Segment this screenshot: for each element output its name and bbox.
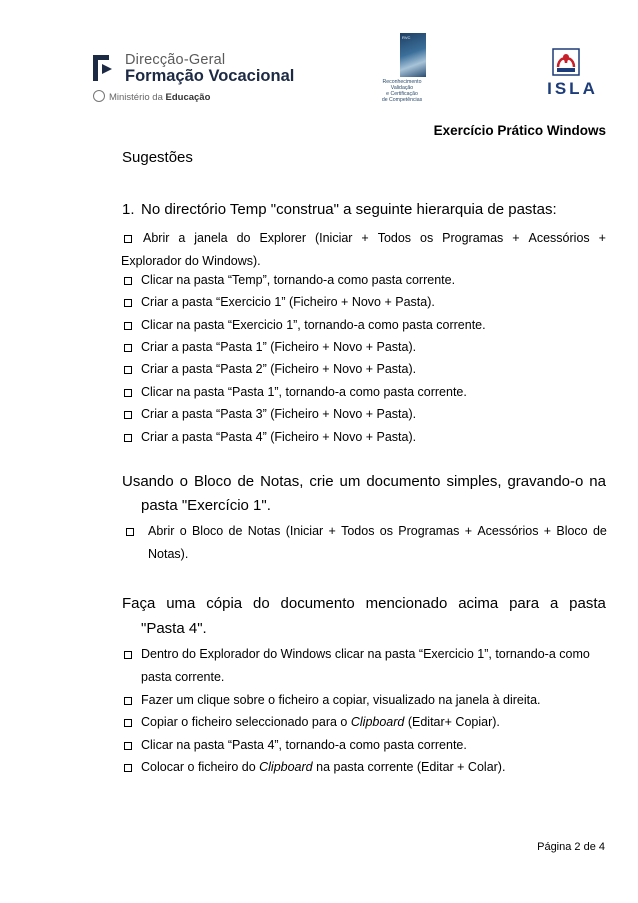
checkbox-bullet-icon [124,366,132,374]
ministry-bold: Educação [165,92,211,103]
item-text-pre: Colocar o ficheiro do [141,760,260,774]
isla-emblem-icon [550,47,582,79]
word: documento [366,473,441,490]
checkbox-bullet-icon [126,528,134,536]
word: + [361,231,369,245]
ministry-prefix: Ministério da [109,92,166,103]
word: na [589,473,606,490]
checkbox-bullet-icon [124,764,132,772]
word: Notas, [260,473,304,490]
word: pasta [569,595,606,612]
list-item-line2: Notas). [148,547,189,561]
word: de [228,524,243,538]
list-item [141,756,505,779]
word: gravando-o [507,473,584,490]
list-item-line1 [148,520,607,543]
word: (Iniciar [285,524,324,538]
word: Faça [122,595,156,612]
item-text-emphasis: Clipboard [259,760,313,774]
list-item-line2: pasta corrente. [141,670,225,684]
checkbox-bullet-icon [124,411,132,419]
word: o [179,524,187,538]
word: (Iniciar [314,231,353,245]
dgfv-mark-icon [93,55,115,81]
checkbox-bullet-icon [124,277,132,285]
word: Abrir [148,524,175,538]
checkbox-bullet-icon [124,322,132,330]
word: Bloco [556,524,588,538]
page-number: Página 2 de 4 [537,841,605,853]
checkbox-bullet-icon [124,742,132,750]
checkbox-bullet-icon [124,651,132,659]
word: Todos [377,231,412,245]
list-item [148,520,607,566]
item-text-pre: Copiar o ficheiro seleccionado para o [141,715,351,729]
question-2 [122,470,606,494]
word: para [509,595,540,612]
list-item: Clicar na pasta “Temp”, tornando-a como pasta corrente. [141,273,456,287]
word: + [464,524,473,538]
list-item: Criar a pasta “Pasta 2” (Ficheiro + Novo + Pasta). [141,362,417,376]
word: de [237,473,255,490]
word: Explorer [259,231,306,245]
word: Abrir [143,231,170,245]
word: acima [458,595,499,612]
word: Todos [341,524,375,538]
word: um [339,473,361,490]
word: Bloco [191,524,224,538]
word: a [178,231,186,245]
word: Usando [122,473,174,490]
word: de [592,524,607,538]
question-text-line1 [122,470,606,494]
list-item: Clicar na pasta “Pasta 1”, tornando-a como pasta corrente. [141,385,467,399]
document-title: Exercício Prático Windows [433,123,606,138]
list-item: Criar a pasta “Pasta 1” (Ficheiro + Novo + Pasta). [141,340,417,354]
word: + [543,524,552,538]
isla-logo [540,47,605,105]
word: o [179,473,188,490]
list-item: Criar a pasta “Pasta 3” (Ficheiro + Novo + Pasta). [141,407,417,421]
word: simples, [446,473,502,490]
word: mencionado [365,595,448,612]
rvc-caption: Reconhecimento Validação e Certificação de Competências [381,79,423,103]
checkbox-bullet-icon [124,697,132,705]
question-3-text [122,592,606,616]
list-item: Criar a pasta “Pasta 4” (Ficheiro + Novo + Pasta). [141,430,417,444]
list-item [141,711,500,734]
question-3 [122,592,606,616]
question-2-text [122,470,606,494]
question-text: No directório Temp "construa" a seguinte hierarquia de pastas: [141,201,557,218]
word: os [379,524,393,538]
dgfv-logo [93,52,308,107]
question-text-line2: pasta "Exercício 1". [141,497,271,514]
checkbox-bullet-icon [124,299,132,307]
isla-wordmark: ISLA [547,79,598,98]
list-item: Clicar na pasta “Pasta 4”, tornando-a como pasta corrente. [141,738,467,752]
word: Acessórios [528,231,590,245]
question-1 [122,198,557,222]
dgfv-line1: Direcção-Geral [125,52,226,68]
word: janela [194,231,228,245]
word: crie [309,473,334,490]
word: uma [166,595,196,612]
ministry-seal-icon [93,90,105,102]
question-number: 1. [122,201,135,218]
word: + [512,231,520,245]
list-item-line1 [143,227,606,250]
list-item-line1: Dentro do Explorador do Windows clicar na pasta “Exercicio 1”, tornando-a como [141,647,590,661]
item-text-emphasis: Clipboard [350,715,405,729]
word: + [328,524,336,538]
word: + [598,231,606,245]
word: Programas [442,231,504,245]
checkbox-bullet-icon [124,344,132,352]
checkbox-bullet-icon [124,389,132,397]
list-item: Criar a pasta “Exercicio 1” (Ficheiro + Novo + Pasta). [141,295,435,309]
list-item [121,227,606,273]
word: Acessórios [477,524,539,538]
list-item: Clicar na pasta “Exercicio 1”, tornando-a como pasta corrente. [141,318,486,332]
word: a [549,595,559,612]
word: documento [280,595,355,612]
ministry-label [93,90,210,103]
word: Programas [398,524,460,538]
word: os [420,231,434,245]
checkbox-bullet-icon [124,235,132,243]
dgfv-line2: Formação Vocacional [125,67,295,85]
word: Bloco [193,473,232,490]
rvc-tag: RVC [402,35,411,40]
question-text-line2: "Pasta 4". [141,620,207,637]
checkbox-bullet-icon [124,434,132,442]
word: Notas [247,524,281,538]
item-text-post: (Editar+ Copiar). [404,715,500,729]
item-text-post: na pasta corrente (Editar + Colar). [312,760,506,774]
list-item: Fazer um clique sobre o ficheiro a copiar, visualizado na janela à direita. [141,693,541,707]
list-item-line2: Explorador do Windows). [121,254,261,268]
word: cópia [206,595,243,612]
checkbox-bullet-icon [124,719,132,727]
list-item [141,643,607,689]
rvc-logo [370,33,434,103]
word: do [252,595,270,612]
word: do [236,231,251,245]
section-title: Sugestões [122,149,193,166]
